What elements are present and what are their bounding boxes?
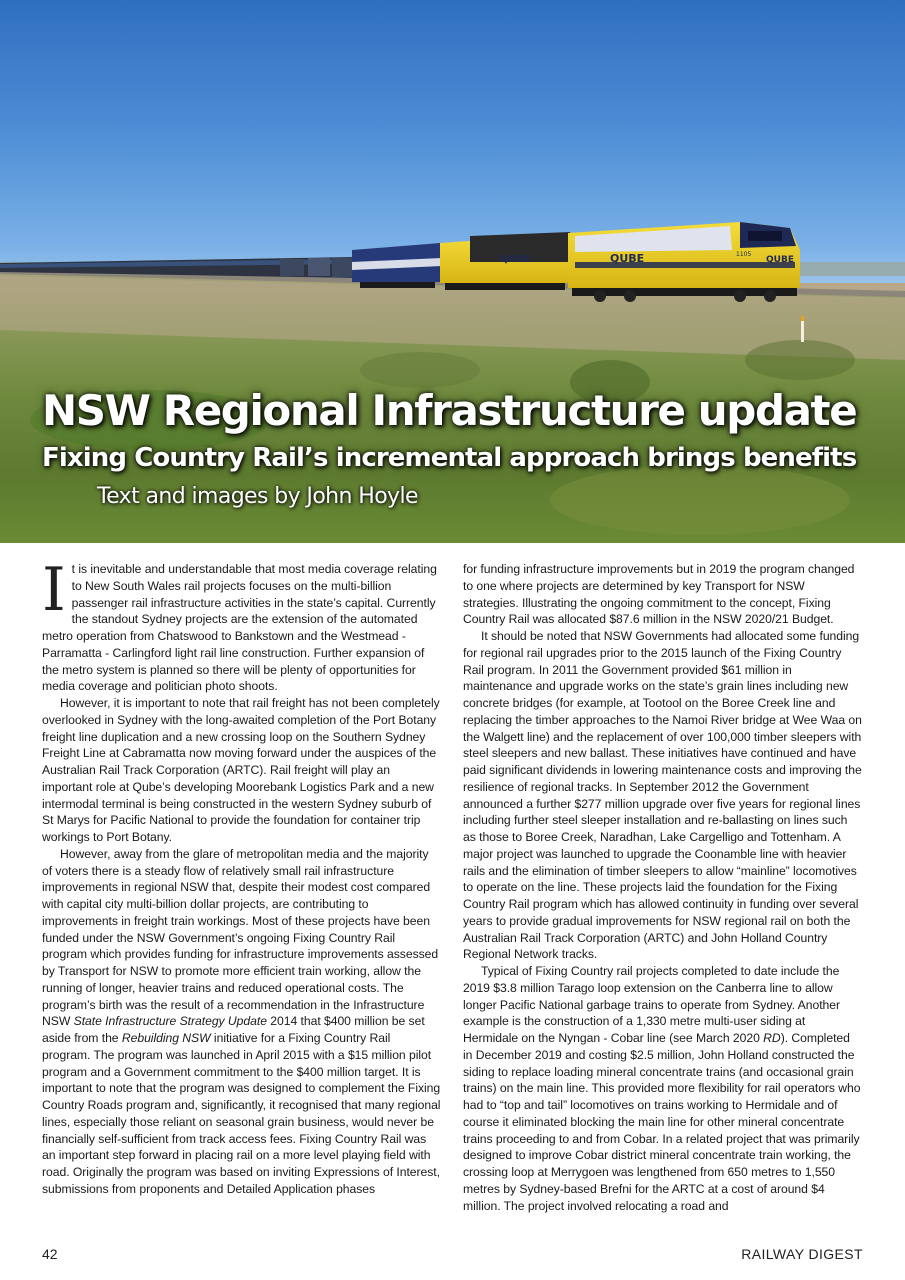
paragraph-6-text-a: Typical of Fixing Country rail projects completed to date include the 2019 $3.8 million Tarago loop extension on the Canberra line to allow longer Pacific National garbage trains to operate from Sydney. Another example is the construction of a 1,330 metre multi-user siding at Hermidale on the Nyngan - Cobar line (see March 2020 (463, 964, 841, 1045)
magazine-name: RAILWAY DIGEST (741, 1246, 863, 1262)
loco-lettering-1: QUBE (610, 252, 645, 265)
paragraph-3 (42, 846, 441, 1198)
publication-title-italic: State Infrastructure Strategy Update (73, 1014, 267, 1029)
paragraph-4: for funding infrastructure improvements but in 2019 the program changed to one where projects are determined by key Transport for NSW strategies. Illustrating the ongoing commitment to the concept, Fixing Country Rail was allocated $87.6 million in the NSW 2020/21 Budget. (463, 562, 855, 627)
column-right (463, 561, 862, 1215)
paragraph-3-text-a: However, away from the glare of metropolitan media and the majority of voters there is a steady flow of relatively small rail infrastructure improvements in regional NSW that, despite their modest cost compared with capital city multi-billion dollar projects, are contributing to improvements in freight train workings. Most of these projects have been funded under the NSW Government’s ongoing Fixing Country Rail program which provides funding for infrastructure improvements assessed by Transport for NSW to promote more efficient train working, allow the running of longer, heavier trains and reduced operational costs. The program’s birth was the result of a recommendation in the Infrastructure NSW (42, 846, 439, 1029)
paragraph-6 (463, 963, 862, 1214)
magazine-abbrev-italic: RD (763, 1031, 781, 1045)
paragraph-3-text-b: 2014 that $400 million be set aside from the (42, 1014, 425, 1045)
paragraph-5: It should be noted that NSW Governments had allocated some funding for regional rail upgrades prior to the 2015 launch of the Fixing Country Rail program. In 2011 the Government provided $61 million in maintenance and upgrade works on the state’s grain lines including new concrete bridges (for example, at Tootool on the Boree Creek line and replacing the timber approaches to the Namoi River bridge at Wee Waa on the Walgett line) and the replacement of over 100,000 timber sleepers with steel sleepers and new ballast. These initiatives have continued and have paid significant dividends in lowering maintenance costs and improving the resilience of regional tracks. In September 2012 the Government announced a further $277 million upgrade over five years for regional lines including further steel sleeper installation and re-ballasting on lines such as those to Boree Creek, Naradhan, Lake Cargelligo and Tottenham. A major project was launched to upgrade the Coonamble line with heavier rails and the elimination of timber sleepers to allow “mainline” locomotives to operate on the line. These projects laid the foundation for the Fixing Country Rail program which has allowed continuity in funding over several years to provide gradual improvements for NSW regional rail on both the Australian Rail Track Corporation (ARTC) and John Holland Country Regional Network tracks. (463, 629, 862, 962)
initiative-title-italic: Rebuilding NSW (121, 1031, 211, 1045)
hero-photo (0, 0, 905, 543)
article-headline: NSW Regional Infrastructure update (42, 386, 857, 435)
page-number: 42 (42, 1246, 58, 1262)
loco-lettering-2: QUBE (500, 254, 532, 265)
loco-number: 1105 (736, 251, 752, 258)
paragraph-1 (42, 561, 441, 695)
article-subheadline: Fixing Country Rail’s incremental approach brings benefits (42, 443, 857, 473)
title-block (0, 0, 905, 543)
drop-cap: I (42, 561, 66, 625)
paragraph-1-text: t is inevitable and understandable that most media coverage relating to New South Wales rail projects focuses on the multi-billion passenger rail infrastructure activities in the state’s capital. Currently the standout Sydney projects are the extension of the automated metro operation from Chatswood to Bankstown and the Westmead - Parramatta - Carlingford light rail line construction. Further expansion of the metro system is planned so there will be plenty of opportunities for media coverage and politician photo shoots. (42, 562, 437, 694)
paragraph-2: However, it is important to note that rail freight has not been completely overlooked in Sydney with the long-awaited completion of the Port Botany freight line duplication and a new crossing loop on the Southern Sydney Freight Line at Cabramatta now moving forward under the auspices of the Australian Rail Track Corporation (ARTC). Rail freight will play an important role at Qube’s developing Moorebank Logistics Park and a new intermodal terminal is being constructed in the western Sydney suburb of St Marys for Pacific National to provide the foundation for container trip workings to Port Botany. (42, 696, 440, 844)
article-byline: Text and images by John Hoyle (97, 484, 418, 509)
loco-lettering-front: QUBE (766, 255, 794, 265)
article-body (42, 561, 862, 1215)
paragraph-6-text-b: ). Completed in December 2019 and costing $2.5 million, John Holland constructed the siding to replace loading mineral concentrate trains (and occasional grain trains) on the main line. This provided more flexibility for rail operators who had to “top and tail” locomotives on trains working to Hermidale and of course it eliminated blocking the main line for other mineral concentrate trains proceeding to and from Cobar. In a related project that was primarily designed to improve Cobar district mineral concentrate train working, the crossing loop at Merrygoen was lengthened from 650 metres to 1,550 metres by Sydney-based Brefni for the ARTC at a cost of around $4 million. The project involved relocating a road and (463, 1031, 861, 1213)
paragraph-3-text-c: initiative for a Fixing Country Rail program. The program was launched in April 2015 with a $15 million pilot program and a Government commitment to the $400 million target. It is important to note that the program was designed to complement the Fixing Country Roads program and, significantly, it recognised that many regional lines, especially those reliant on seasonal grain business, would never be financially self-sufficient from track access fees. Fixing Country Rail was an important step forward in placing rail on a more level playing field with road. Originally the program was based on inviting Expressions of Interest, submissions from proponents and Detailed Application phases (42, 1031, 441, 1196)
column-left (42, 561, 441, 1215)
